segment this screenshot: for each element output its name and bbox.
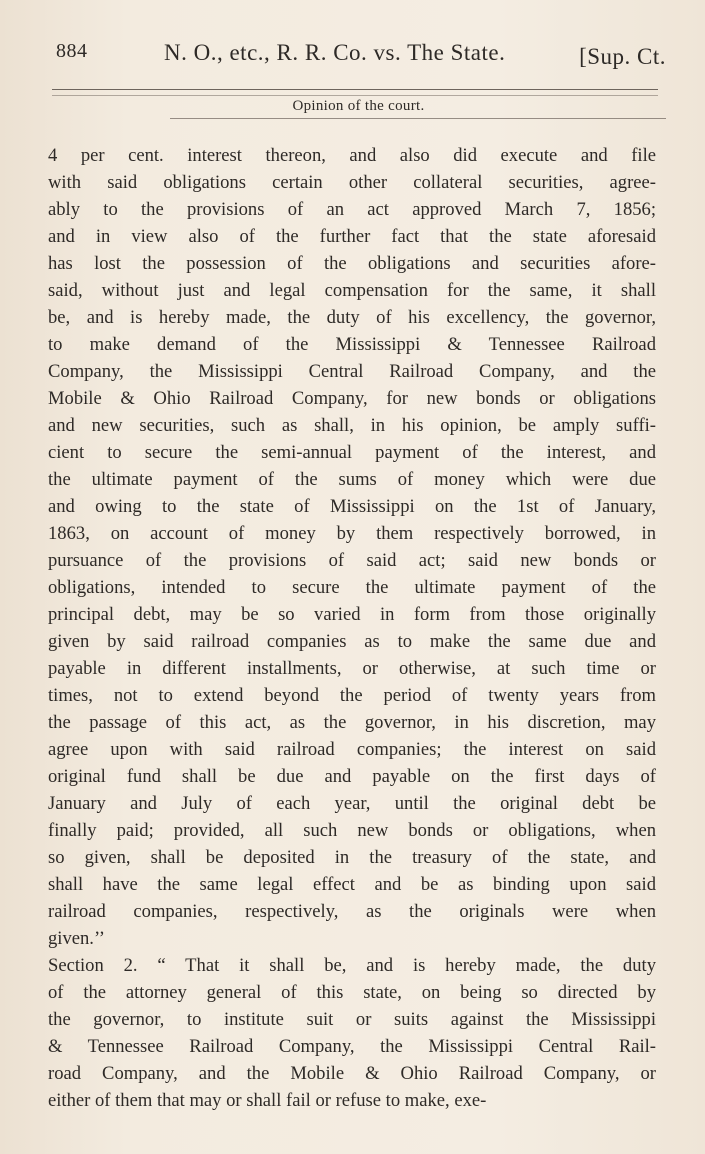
text-line: pursuance of the provisions of said act; said new bonds or bbox=[48, 550, 656, 571]
text-line: and new securities, such as shall, in his opinion, be amply suffi- bbox=[48, 415, 656, 436]
text-line: the governor, to institute suit or suits against the Mississippi bbox=[48, 1009, 656, 1030]
running-header bbox=[56, 38, 666, 78]
text-line: so given, shall be deposited in the treasury of the state, and bbox=[48, 847, 656, 868]
text-line: given by said railroad companies as to make the same due and bbox=[48, 631, 656, 652]
text-line: Company, the Mississippi Central Railroad Company, and the bbox=[48, 361, 656, 382]
text-line: and owing to the state of Mississippi on the 1st of January, bbox=[48, 496, 656, 517]
text-line: said, without just and legal compensation for the same, it shall bbox=[48, 280, 656, 301]
text-line: given.’’ bbox=[48, 928, 105, 949]
text-line: original fund shall be due and payable on the first days of bbox=[48, 766, 656, 787]
text-line: to make demand of the Mississippi & Tennessee Railroad bbox=[48, 334, 656, 355]
text-line: the passage of this act, as the governor, in his discretion, may bbox=[48, 712, 656, 733]
text-line: 1863, on account of money by them respectively borrowed, in bbox=[48, 523, 656, 544]
text-line: payable in different installments, or otherwise, at such time or bbox=[48, 658, 656, 679]
opinion-text bbox=[48, 142, 656, 1114]
text-line: obligations, intended to secure the ultimate payment of the bbox=[48, 577, 656, 598]
text-line: has lost the possession of the obligations and securities afore- bbox=[48, 253, 656, 274]
text-line: the ultimate payment of the sums of money which were due bbox=[48, 469, 656, 490]
running-title: N. O., etc., R. R. Co. vs. The State. bbox=[164, 40, 506, 65]
court-label: [Sup. Ct. bbox=[579, 44, 666, 69]
text-line: with said obligations certain other collateral securities, agree- bbox=[48, 172, 656, 193]
text-line: agree upon with said railroad companies; the interest on said bbox=[48, 739, 656, 760]
page-number: 884 bbox=[56, 40, 88, 62]
text-line: principal debt, may be so varied in form from those originally bbox=[48, 604, 656, 625]
header-rule bbox=[52, 89, 658, 90]
text-line: Section 2. “ That it shall be, and is hereby made, the duty bbox=[48, 955, 656, 976]
subheading-text: Opinion of the court. bbox=[292, 98, 425, 114]
section-subheading bbox=[0, 98, 705, 115]
subheading-rule bbox=[170, 118, 666, 119]
text-line: be, and is hereby made, the duty of his excellency, the governor, bbox=[48, 307, 656, 328]
text-line: ably to the provisions of an act approved March 7, 1856; bbox=[48, 199, 656, 220]
text-line: and in view also of the further fact that the state aforesaid bbox=[48, 226, 656, 247]
text-line: finally paid; provided, all such new bonds or obligations, when bbox=[48, 820, 656, 841]
text-line: times, not to extend beyond the period of twenty years from bbox=[48, 685, 656, 706]
text-line: cient to secure the semi-annual payment of the interest, and bbox=[48, 442, 656, 463]
text-line: & Tennessee Railroad Company, the Mississippi Central Rail- bbox=[48, 1036, 656, 1057]
text-line: 4 per cent. interest thereon, and also did execute and file bbox=[48, 145, 656, 166]
text-line: shall have the same legal effect and be as binding upon said bbox=[48, 874, 656, 895]
text-line: January and July of each year, until the original debt be bbox=[48, 793, 656, 814]
text-line: road Company, and the Mobile & Ohio Railroad Company, or bbox=[48, 1063, 656, 1084]
text-line: railroad companies, respectively, as the originals were when bbox=[48, 901, 656, 922]
text-line: of the attorney general of this state, on being so directed by bbox=[48, 982, 656, 1003]
text-line: either of them that may or shall fail or refuse to make, exe- bbox=[48, 1090, 487, 1111]
header-rule-secondary bbox=[52, 95, 658, 96]
text-line: Mobile & Ohio Railroad Company, for new bonds or obligations bbox=[48, 388, 656, 409]
